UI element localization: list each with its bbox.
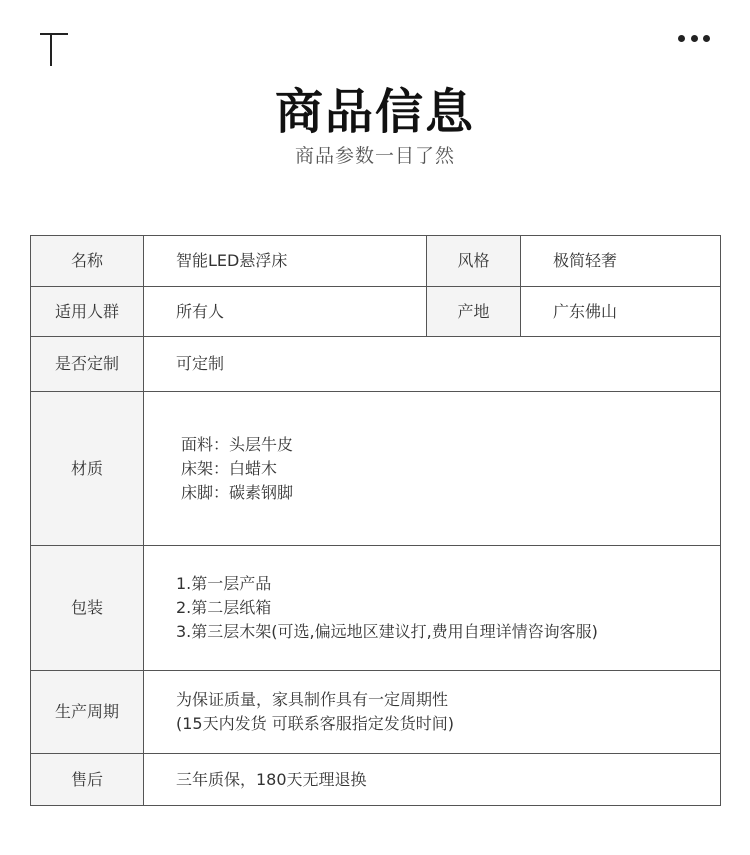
packaging-line: 2.第二层纸箱 (176, 598, 272, 617)
table-row (31, 287, 721, 337)
table-row (31, 754, 721, 806)
spec-label-packaging: 包装 (31, 546, 144, 671)
spec-value-after-sales: 三年质保，180天无理退换 (144, 754, 721, 806)
packaging-line: 3.第三层木架(可选,偏远地区建议打,费用自理详情咨询客服) (176, 622, 598, 641)
material-line: 床架：白蜡木 (181, 458, 278, 478)
spec-value-name: 智能LED悬浮床 (144, 236, 427, 287)
more-options-icon[interactable] (678, 32, 710, 44)
spec-label-audience: 适用人群 (31, 287, 144, 337)
more-dot (678, 35, 685, 42)
spec-value-material (144, 392, 721, 546)
spec-value-production-cycle (144, 671, 721, 754)
spec-value-style: 极简轻奢 (521, 236, 721, 287)
spec-value-origin: 广东佛山 (521, 287, 721, 337)
table-row (31, 671, 721, 754)
spec-table (30, 235, 721, 806)
crop-mark-vertical (50, 33, 52, 66)
spec-label-after-sales: 售后 (31, 754, 144, 806)
spec-label-name: 名称 (31, 236, 144, 287)
spec-value-packaging (144, 546, 721, 671)
material-line: 床脚：碳素钢脚 (181, 482, 294, 502)
spec-value-audience: 所有人 (144, 287, 427, 337)
page-title: 商品信息 (274, 84, 475, 140)
material-line: 面料：头层牛皮 (181, 434, 294, 454)
more-dot (691, 35, 698, 42)
table-row (31, 236, 721, 287)
corner-crop-mark (40, 30, 68, 66)
spec-label-style: 风格 (427, 236, 521, 287)
page-subtitle: 商品参数一目了然 (294, 145, 455, 167)
spec-label-customizable: 是否定制 (31, 337, 144, 392)
spec-label-material: 材质 (31, 392, 144, 546)
table-row (31, 337, 721, 392)
table-row (31, 546, 721, 671)
more-dot (703, 35, 710, 42)
table-row (31, 392, 721, 546)
production-cycle-line: (15天内发货 可联系客服指定发货时间) (176, 714, 454, 733)
spec-label-origin: 产地 (427, 287, 521, 337)
spec-value-customizable: 可定制 (144, 337, 721, 392)
packaging-line: 1.第一层产品 (176, 574, 272, 593)
crop-mark-horizontal (40, 33, 68, 35)
spec-label-production-cycle: 生产周期 (31, 671, 144, 754)
production-cycle-line: 为保证质量，家具制作具有一定周期性 (176, 690, 449, 709)
